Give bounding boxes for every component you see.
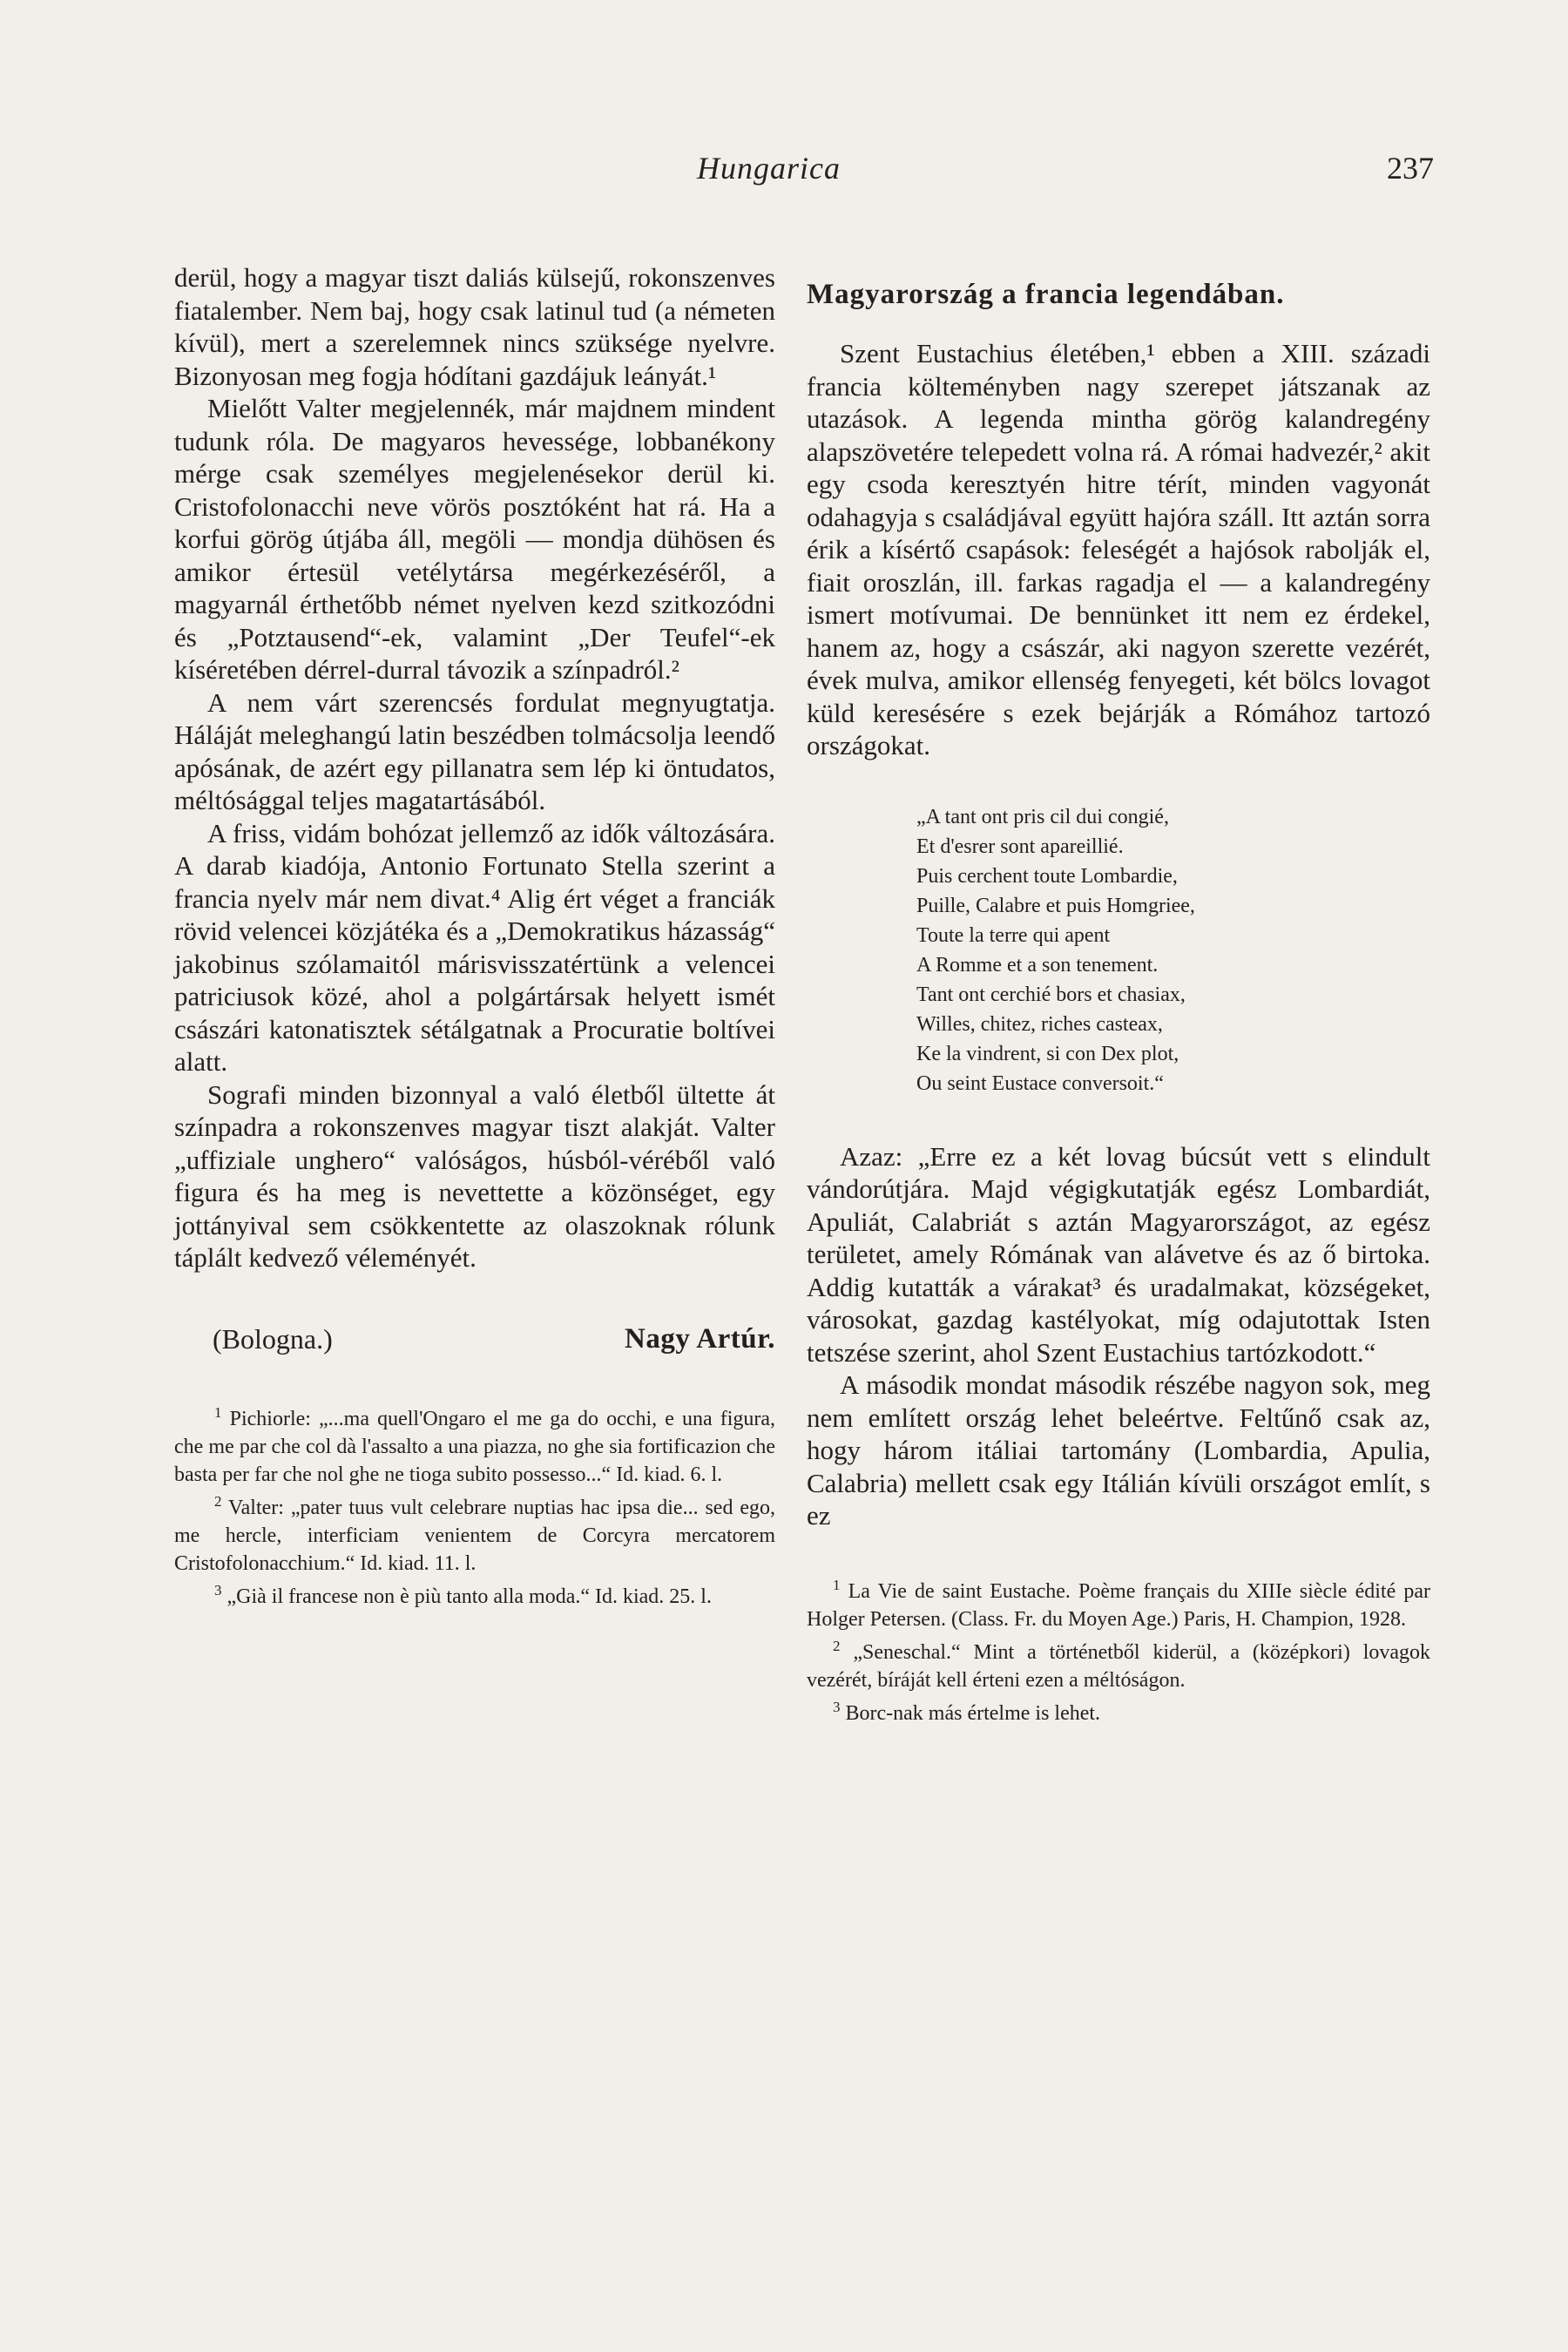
footnotes <box>174 1405 775 1611</box>
paragraph: derül, hogy a magyar tiszt daliás külsejű, rokonszenves fiatalember. Nem baj, hogy csak latinul tud (a németen kívül), mert a szerelemnek nincs szüksége nyelvre. Bizonyosan meg fogja hódítani gazdájuk leányát.¹ <box>174 262 775 391</box>
poem-line: Ke la vindrent, si con Dex plot, <box>916 1042 1179 1065</box>
footnote-number: 2 <box>833 1637 841 1654</box>
poem-line: Tant ont cerchié bors et chasiax, <box>916 983 1186 1006</box>
paragraph: A nem várt szerencsés fordulat megnyugtatja. Háláját meleghangú latin beszédben tolmácsolja leendő apósának, de azért egy pillanatra sem lép ki öntudatos, méltósággal teljes magatartásából. <box>174 686 775 815</box>
footnote-number: 2 <box>214 1492 222 1510</box>
poem-line: Toute la terre qui apent <box>916 923 1111 947</box>
footnote-text: Pichiorle: „...ma quell'Ongaro el me ga do occhi, e una figura, che me par che col dà l'assalto a una piazza, no ghe sia fortificazion che basta per far che nol ghe ne tioga subito possesso...“ Id. kiad. 6. l. <box>174 1407 776 1486</box>
footnote <box>174 1583 775 1611</box>
signature-author: Nagy Artúr. <box>625 1322 775 1355</box>
paragraph: Szent Eustachius életében,¹ ebben a XIII. századi francia költeményben nagy szerepet játszanak az utazások. A legenda mintha görög kalandregény alapszövetére telepedett volna rá. A római hadvezér,² akit egy csoda keresztyén hitre térít, minden vagyonát odahagyja s családjával együtt hajóra száll. Itt aztán sorra érik a kísértő csapások: feleségét a hajósok rabolják el, fiait oroszlán, ill. farkas ragadja el — a kalandregény ismert motívumai. De bennünket itt nem ez érdekel, hanem az, hogy a császár, aki nagyon szerette vezérét, évek mulva, amikor ellenség fenyegeti, két bölcs lovagot küld keresésére s ezek bejárják a Rómához tartozó országokat. <box>807 338 1430 760</box>
footnote <box>807 1578 1430 1633</box>
right-column <box>807 261 1430 1733</box>
paragraph: A második mondat második részébe nagyon sok, meg nem említett ország lehet beleértve. Feltűnő csak az, hogy három itáliai tartomány (Lombardia, Apulia, Calabria) mellett csak egy Itálián kívüli országot említ, s ez <box>807 1369 1430 1531</box>
section-title: Magyarország a francia legendában. <box>807 279 1285 310</box>
poem-line: Et d'esrer sont apareillié. <box>916 835 1124 858</box>
footnote-text: La Vie de saint Eustache. Poème français du XIIIe siècle édité par Holger Petersen. (Class. Fr. du Moyen Age.) Paris, H. Champion, 1928. <box>807 1579 1431 1631</box>
footnote-text: Valter: „pater tuus vult celebrare nuptias hac ipsa die... sed ego, me hercle, interficiam venientem de Corcyra mercatorem Cristofolonacchium.“ Id. kiad. 11. l. <box>174 1496 775 1575</box>
footnote-number: 1 <box>214 1403 222 1421</box>
page-number: 237 <box>1387 151 1434 186</box>
signature-place: (Bologna.) <box>213 1322 333 1355</box>
paragraph: Sografi minden bizonnyal a való életből ültette át színpadra a rokonszenves magyar tiszt alakját. Valter „uffiziale unghero“ valóságos, húsból-véréből való figura és ha meg is nevettette a közönséget, egy jottányival sem csökkentette az olaszoknak rólunk táplált kedvező véleményét. <box>174 1078 775 1273</box>
footnote-text: „Già il francese non è più tanto alla moda.“ Id. kiad. 25. l. <box>226 1585 712 1608</box>
running-header <box>0 150 1568 202</box>
paragraph: Azaz: „Erre ez a két lovag búcsút vett s elindult vándorútjára. Majd végigkutatják egész Lombardiát, Apuliát, Calabriát s aztán Magyarországot, az egész területet, amely Rómának van alávetve és az ő birtoka. Addig kutatták a várakat³ és uradalmakat, községeket, városokat, gazdag kastélyokat, míg odajutottak Isten tetszése szerint, ahol Szent Eustachius tartózkodott.“ <box>807 1140 1430 1368</box>
footnote <box>807 1639 1430 1694</box>
poem-line: „A tant ont pris cil dui congié, <box>916 805 1169 828</box>
poem-quotation <box>916 802 1430 1098</box>
footnotes <box>807 1578 1430 1727</box>
poem-line: Puis cerchent toute Lombardie, <box>916 864 1178 888</box>
footnote <box>807 1700 1430 1727</box>
footnote-number: 3 <box>833 1698 841 1715</box>
poem-line: Puille, Calabre et puis Homgriee, <box>916 894 1195 917</box>
poem-line: Willes, chitez, riches casteax, <box>916 1012 1163 1036</box>
footnote-text: Borc-nak más értelme is lehet. <box>845 1701 1101 1725</box>
left-column <box>174 261 775 1616</box>
signature <box>174 1323 775 1375</box>
footnote <box>174 1494 775 1578</box>
running-title: Hungarica <box>697 151 841 186</box>
footnote-number: 1 <box>833 1576 841 1593</box>
poem-line: A Romme et a son tenement. <box>916 953 1159 977</box>
poem-line: Ou seint Eustace conversoit.“ <box>916 1071 1164 1095</box>
footnote-text: „Seneschal.“ Mint a történetből kiderül, a (középkori) lovagok vezérét, bíráját kell érteni ezen a méltóságon. <box>807 1640 1431 1692</box>
paragraph: Mielőtt Valter megjelennék, már majdnem mindent tudunk róla. De magyaros hevessége, lobbanékony mérge csak személyes megjelenésekor derül ki. Cristofolonacchi neve vörös posztóként hat rá. Ha a korfui görög útjába áll, megöli — mondja dühösen és amikor értesül vetélytársa megérkezéséről, a magyarnál érthetőbb német nyelven kezd szitkozódni és „Potztausend“-ek, valamint „Der Teufel“-ek kíséretében dérrel-durral távozik a színpadról.² <box>174 393 775 685</box>
footnote <box>174 1405 775 1489</box>
paragraph: A friss, vidám bohózat jellemző az idők változására. A darab kiadója, Antonio Fortunato Stella szerint a francia nyelv már nem divat.⁴ Alig ért véget a franciák rövid velencei közjátéka és a „Demokratikus házasság“ jakobinus szólamaitól márisvisszatértünk a velencei patriciusok közé, ahol a polgártársak helyett ismét császári katonatisztek sétálgatnak a Procuratie boltívei alatt. <box>174 817 775 1077</box>
footnote-number: 3 <box>214 1581 222 1598</box>
